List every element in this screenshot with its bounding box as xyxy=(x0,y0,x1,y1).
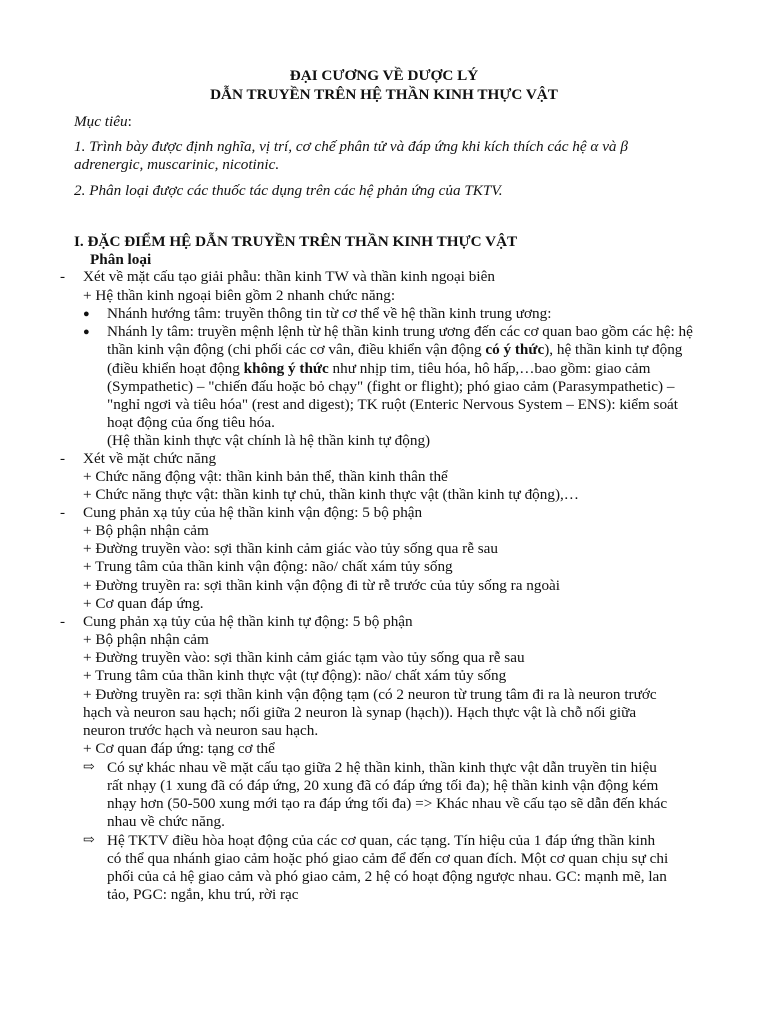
body-line: + Đường truyền vào: sợi thần kinh cảm giác vào tủy sống qua rễ sau xyxy=(83,540,498,557)
bullet-icon: ● xyxy=(83,308,90,320)
body-line: Có sự khác nhau về mặt cấu tạo giữa 2 hệ thần kinh, thần kinh thực vật dẫn truyền tin hiệu xyxy=(107,759,657,776)
dash-marker: - xyxy=(60,450,66,467)
body-line: + Hệ thần kinh ngoại biên gồm 2 nhanh chức năng: xyxy=(83,287,396,304)
objective-2: 2. Phân loại được các thuốc tác dụng trên các hệ phản ứng của TKTV. xyxy=(74,182,503,199)
document-title: ĐẠI CƯƠNG VỀ DƯỢC LÝ xyxy=(289,67,479,84)
section-heading: I. ĐẶC ĐIỂM HỆ DẪN TRUYỀN TRÊN THẦN KINH THỰC VẬT xyxy=(74,233,518,250)
body-line: nhạy hơn (50-500 xung mới tạo ra đáp ứng tối đa) => Khác nhau về cấu tạo sẽ dẫn đến khác xyxy=(107,795,668,812)
bullet-icon: ● xyxy=(83,326,90,338)
body-line: hoạt động của ống tiêu hóa. xyxy=(107,414,275,431)
section-subheading: Phân loại xyxy=(90,251,152,268)
body-line: (Hệ thần kinh thực vật chính là hệ thần kinh tự động) xyxy=(107,432,431,449)
body-line: + Đường truyền ra: sợi thần kinh vận động đi từ rễ trước của tủy sống ra ngoài xyxy=(83,577,561,594)
body-line: rất nhạy (1 xung đã có đáp ứng, 20 xung đã có đáp ứng tối đa); hệ thần kinh vận động kém xyxy=(107,777,659,794)
objectives-heading: Mục tiêu: xyxy=(74,113,132,130)
body-line: Cung phản xạ tủy của hệ thần kinh vận động: 5 bộ phận xyxy=(83,504,423,521)
body-line: có thể qua nhánh giao cảm hoặc phó giao cảm để đến cơ quan đích. Một cơ quan chịu sự chi xyxy=(107,850,669,867)
body-line: + Đường truyền vào: sợi thần kinh cảm giác tạm vào tủy sống qua rễ sau xyxy=(83,649,525,666)
body-line: Xét về mặt cấu tạo giải phẫu: thần kinh TW và thần kinh ngoại biên xyxy=(83,268,495,285)
body-line: + Chức năng thực vật: thần kinh tự chủ, thần kinh thực vật (thần kinh tự động),… xyxy=(83,486,579,503)
body-line: + Chức năng động vật: thần kinh bản thể, thần kinh thân thể xyxy=(83,468,448,485)
dash-marker: - xyxy=(60,613,66,630)
body-line: thần kinh vận động (chi phối các cơ vân, điều khiển vận động có ý thức), hệ thần kinh tự động xyxy=(107,341,683,358)
dash-marker: - xyxy=(60,504,66,521)
body-line: Xét về mặt chức năng xyxy=(83,450,217,467)
body-line: (Sympathetic) – "chiến đấu hoặc bỏ chạy" (fight or flight); phó giao cảm (Parasympathetic) – xyxy=(107,378,675,395)
body-line: phối của cả hệ giao cảm và phó giao cảm, 2 hệ có hoạt động ngược nhau. GC: mạnh mẽ, lan xyxy=(107,868,667,885)
arrow-right-icon: ⇨ xyxy=(83,760,95,775)
body-line: + Trung tâm của thần kinh vận động: não/ chất xám tủy sống xyxy=(83,558,453,575)
document-subtitle: DẪN TRUYỀN TRÊN HỆ THẦN KINH THỰC VẬT xyxy=(210,86,558,103)
arrow-right-icon: ⇨ xyxy=(83,833,95,848)
body-line: hạch và neuron sau hạch; nối giữa 2 neuron là synap (hạch)). Hạch thực vật là chỗ nối giữa xyxy=(83,704,637,721)
body-line: + Đường truyền ra: sợi thần kinh vận động tạm (có 2 neuron từ trung tâm đi ra là neuron trước xyxy=(83,686,657,703)
body-line: Cung phản xạ tủy của hệ thần kinh tự động: 5 bộ phận xyxy=(83,613,413,630)
body-line: Nhánh ly tâm: truyền mệnh lệnh từ hệ thần kinh trung ương đến các cơ quan bao gồm các hệ: hệ xyxy=(107,323,693,340)
body-line: tảo, PGC: ngắn, khu trú, rời rạc xyxy=(107,886,299,903)
body-line: (điều khiển hoạt động không ý thức như nhịp tim, tiêu hóa, hô hấp,…bao gồm: giao cảm xyxy=(107,360,651,377)
body-line: "nghỉ ngơi và tiêu hóa" (rest and digest); TK ruột (Enteric Nervous System – ENS): kiểm soát xyxy=(107,396,679,413)
objective-1-line1: 1. Trình bày được định nghĩa, vị trí, cơ chế phân tử và đáp ứng khi kích thích các hệ α và β xyxy=(74,138,628,155)
body-line: + Cơ quan đáp ứng: tạng cơ thể xyxy=(83,740,275,757)
body-line: + Cơ quan đáp ứng. xyxy=(83,595,204,612)
body-line: Hệ TKTV điều hòa hoạt động của các cơ quan, các tạng. Tín hiệu của 1 đáp ứng thần kinh xyxy=(107,832,656,849)
body-line: nhau về chức năng. xyxy=(107,813,225,830)
body-line: + Bộ phận nhận cảm xyxy=(83,631,209,648)
body-line: + Trung tâm của thần kinh thực vật (tự động): não/ chất xám tủy sống xyxy=(83,667,507,684)
body-line: neuron trước hạch và neuron sau hạch. xyxy=(83,722,319,739)
body-line: Nhánh hướng tâm: truyền thông tin từ cơ thể về hệ thần kinh trung ương: xyxy=(107,305,552,322)
objective-1-line2: adrenergic, muscarinic, nicotinic. xyxy=(74,156,280,173)
body-line: + Bộ phận nhận cảm xyxy=(83,522,209,539)
dash-marker: - xyxy=(60,268,66,285)
